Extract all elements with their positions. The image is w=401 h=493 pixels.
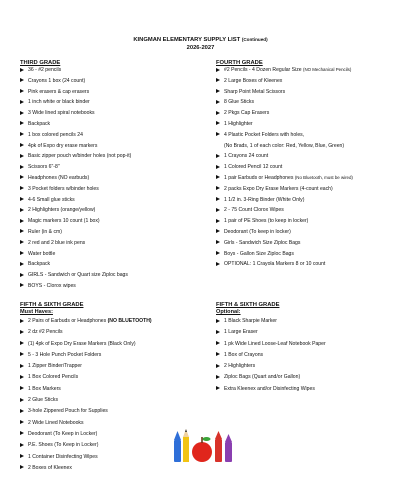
item-text: 8 Glue Sticks [224,99,255,106]
optional-subheading: Optional: [216,309,241,315]
item-text: Pink erasers & cap erasers [28,88,90,95]
list-item [216,207,401,218]
item-text: 36 - #2 pencils [28,67,62,73]
bullet-arrow-icon [20,111,24,115]
bullet-arrow-icon [216,240,220,244]
bullet-arrow-icon [216,165,220,169]
list-item [20,272,205,283]
item-text: 2 Pkgs Cap Erasers [224,110,270,117]
school-year: 2026-2027 [186,45,215,51]
list-item [20,283,205,294]
item-text: 1 pair Earbuds or Headphones [224,174,294,181]
bullet-arrow-icon [20,89,24,93]
bullet-arrow-icon [20,431,24,435]
item-text: 2 Large Boxes of Kleenex [224,77,283,84]
bullet-arrow-icon [20,251,24,255]
item-text: Headphones (NO earbuds) [28,174,90,181]
item-text: Basic zipper pouch w/binder holes (not pop-it) [28,153,132,160]
document-title [0,36,401,44]
item-text: Boys - Gallon Size Ziploc Bags [224,250,294,257]
list-item [20,218,205,229]
item-text: Backpack [28,120,51,127]
bullet-arrow-icon [216,330,220,334]
list-item [216,329,401,340]
list-item [20,197,205,208]
bullet-arrow-icon [216,386,220,390]
list-item [20,397,205,408]
list-item [20,153,205,164]
list-item [216,229,401,240]
list-item [216,153,401,164]
list-item [20,78,205,89]
bullet-arrow-icon [20,352,24,356]
list-item [20,363,205,374]
bullet-arrow-icon [20,100,24,104]
list-item [216,197,401,208]
item-text: 1 Box Colored Pencils [28,374,79,381]
bullet-arrow-icon [216,175,220,179]
title-text: KINGMAN ELEMENTARY SUPPLY LIST [133,37,241,43]
list-item [216,386,401,397]
list-item [20,341,205,352]
bullet-arrow-icon [216,68,220,72]
item-text: BOYS - Clorox wipes [28,282,76,289]
list-item [20,386,205,397]
item-text: OPTIONAL: 1 Crayola Markers 8 or 10 count [224,261,326,268]
list-item [216,251,401,262]
list-item [216,89,401,100]
list-item [20,143,205,154]
bullet-arrow-icon [216,121,220,125]
item-text: 2 Boxes of Kleenex [28,464,72,471]
item-text: Scissors 6"-8" [28,164,60,171]
item-text: 2 packs Expo Dry Erase Markers (4-count each) [224,185,333,192]
must-haves-subheading: Must Haves: [20,309,53,315]
title-suffix: (Continued) [241,37,268,42]
bullet-arrow-icon [20,420,24,424]
item-text: 1 pk Wide Lined Loose-Leaf Notebook Paper [224,340,326,347]
list-item [20,318,205,329]
optional-list [216,318,401,397]
list-item [20,229,205,240]
bullet-arrow-icon [216,111,220,115]
list-item [20,207,205,218]
fourth-grade-list [216,67,401,272]
item-text: 2 red and 2 blue ink pens [28,239,86,246]
bullet-arrow-icon [216,229,220,233]
bullet-arrow-icon [216,341,220,345]
bullet-arrow-icon [216,364,220,368]
third-grade-heading: THIRD GRADE [20,60,61,66]
list-item [20,186,205,197]
item-text: Magic markers 10 count (1 box) [28,218,100,225]
list-item [216,240,401,251]
list-item [20,99,205,110]
bullet-arrow-icon [216,208,220,212]
item-text: 1 Colored Pencil 12 count [224,164,283,171]
bullet-arrow-icon [216,197,220,201]
list-item [216,67,401,78]
list-item [20,67,205,78]
bullet-arrow-icon [20,165,24,169]
item-text: Ruler (in & cm) [28,228,62,235]
bullet-arrow-icon [216,251,220,255]
item-text: (1) 4pk of Expo Dry Erase Markers (Black Only) [28,340,136,347]
bullet-arrow-icon [20,409,24,413]
item-text: 1 Container Disinfecting Wipes [28,453,98,460]
bullet-arrow-icon [20,283,24,287]
item-text: Girls - Sandwich Size Ziploc Bags [224,239,301,246]
apple-icon [192,437,212,462]
item-text: 4 Plastic Pocket Folders with holes, [224,131,305,138]
bullet-arrow-icon [20,330,24,334]
purple-crayon-icon [225,434,232,462]
item-text: 2 Highlighters (orange/yellow) [28,207,96,214]
item-text: Extra Kleenex and/or Disinfecting Wipes [224,385,315,392]
bullet-arrow-icon [216,186,220,190]
list-item [216,164,401,175]
item-text: Deodorant (To keep in locker) [224,228,291,235]
list-item [216,110,401,121]
bullet-arrow-icon [20,68,24,72]
item-text: 1 inch white or black binder [28,99,90,106]
item-text: 4pk of Expo dry erase markers [28,142,98,149]
bullet-arrow-icon [216,352,220,356]
item-note: (NO Mechanical Pencils) [303,67,352,72]
bullet-arrow-icon [20,78,24,82]
list-item [216,132,401,143]
list-item [20,465,205,476]
list-item [216,261,401,272]
item-text: 1 box colored pencils 24 [28,131,83,138]
list-item [216,318,401,329]
bullet-arrow-icon [20,132,24,136]
bullet-arrow-icon [20,240,24,244]
list-item [20,164,205,175]
bullet-arrow-icon [20,443,24,447]
list-item [20,352,205,363]
bullet-arrow-icon [20,219,24,223]
item-text: Backpack [28,261,51,268]
list-item [216,186,401,197]
bullet-arrow-icon [20,262,24,266]
third-grade-section [20,60,205,294]
item-text: 2 Glue Sticks [28,397,59,404]
list-item [20,329,205,340]
bullet-arrow-icon [216,375,220,379]
item-text: 2 - 75 Count Clorox Wipes [224,207,284,214]
list-item [20,240,205,251]
item-text: 3 Wide lined spiral notebooks [28,110,95,117]
bullet-arrow-icon [20,364,24,368]
item-note: (No Bluetooth, must be wired) [294,174,353,180]
item-emphasis: (NO BLUETOOTH) [107,318,152,324]
blue-crayon-icon [174,431,181,462]
list-item [20,261,205,272]
bullet-arrow-icon [20,465,24,469]
yellow-pencil-icon [183,429,189,462]
list-item [20,408,205,419]
item-text: 1 Black Sharpie Marker [224,318,277,324]
bullet-arrow-icon [20,398,24,402]
fifth-sixth-heading-right: FIFTH & SIXTH GRADE [216,302,280,308]
bullet-arrow-icon [216,78,220,82]
item-text: GIRLS - Sandwich or Quart size Ziploc bags [28,272,128,279]
item-text: 2 Pairs of Earbuds or Headphones [28,318,108,324]
item-text: 1 Highlighter [224,120,253,127]
item-text: 2 dz #2 Pencils [28,329,63,336]
list-item [216,175,401,186]
crayons-apple-clipart-icon [168,428,240,464]
list-item [216,374,401,385]
item-text: 4-6 Small glue sticks [28,196,75,203]
fourth-grade-section [216,60,401,272]
list-item [216,121,401,132]
bullet-arrow-icon [20,375,24,379]
item-text: Water bottle [28,250,56,257]
bullet-arrow-icon [216,319,220,323]
fifth-sixth-heading-left: FIFTH & SIXTH GRADE [20,302,84,308]
bullet-arrow-icon [20,319,24,323]
item-text: Ziploc Bags (Quart and/or Gallon) [224,374,301,381]
item-text: 2 Highlighters [224,363,256,370]
list-item [20,374,205,385]
bullet-arrow-icon [20,121,24,125]
item-text: P.E. Shoes (To Keep in Locker) [28,442,99,449]
item-text: 1 Crayons 24 count [224,153,269,160]
bullet-arrow-icon [20,208,24,212]
list-item [20,175,205,186]
list-item [216,363,401,374]
bullet-arrow-icon [20,386,24,390]
item-text: 5 - 3 Hole Punch Pocket Folders [28,351,102,358]
bullet-arrow-icon [20,454,24,458]
item-text: Crayons 1 box (24 count) [28,77,86,84]
bullet-arrow-icon [216,100,220,104]
item-text: 1 1/2 in. 3-Ring Binder (White Only) [224,196,305,203]
list-item [216,341,401,352]
bullet-arrow-icon [20,143,24,147]
item-text: 2 Wide Lined Notebooks [28,419,84,426]
list-item [20,121,205,132]
item-text: 3-hole Zippered Pouch for Supplies [28,408,108,415]
item-text: Sharp Point Metal Scissors [224,88,286,95]
red-crayon-icon [215,431,222,462]
item-text: 3 Pocket folders w/binder holes [28,185,99,192]
bullet-arrow-icon [20,341,24,345]
item-text: 1 Box Markers [28,385,61,392]
bullet-arrow-icon [20,273,24,277]
list-item [216,78,401,89]
bullet-arrow-icon [216,154,220,158]
bullet-arrow-icon [20,197,24,201]
list-item [216,352,401,363]
list-item [216,99,401,110]
list-item [20,110,205,121]
item-text: 1 Box of Crayons [224,351,264,358]
list-item [20,89,205,100]
fourth-grade-heading: FOURTH GRADE [216,60,263,66]
item-text: #2 Pencils - 4 Dozen Regular Size [224,67,302,73]
list-item [216,218,401,229]
bullet-arrow-icon [216,89,220,93]
list-item-continuation: (No Brads, 1 of each color: Red, Yellow, Blue, Green) [224,142,345,149]
third-grade-list [20,67,205,294]
bullet-arrow-icon [20,186,24,190]
item-text: Deodorant (To Keep in Locker) [28,430,98,437]
bullet-arrow-icon [20,175,24,179]
bullet-arrow-icon [216,132,220,136]
item-text: 1 pair of PE Shoes (to keep in locker) [224,218,309,225]
fifth-sixth-optional-section [216,302,401,397]
bullet-arrow-icon [216,262,220,266]
item-text: 1 Zipper Binder/Trapper [28,363,82,370]
list-item [20,132,205,143]
bullet-arrow-icon [20,229,24,233]
bullet-arrow-icon [20,154,24,158]
bullet-arrow-icon [216,219,220,223]
item-text: 1 Large Eraser [224,329,258,336]
list-item [20,251,205,262]
